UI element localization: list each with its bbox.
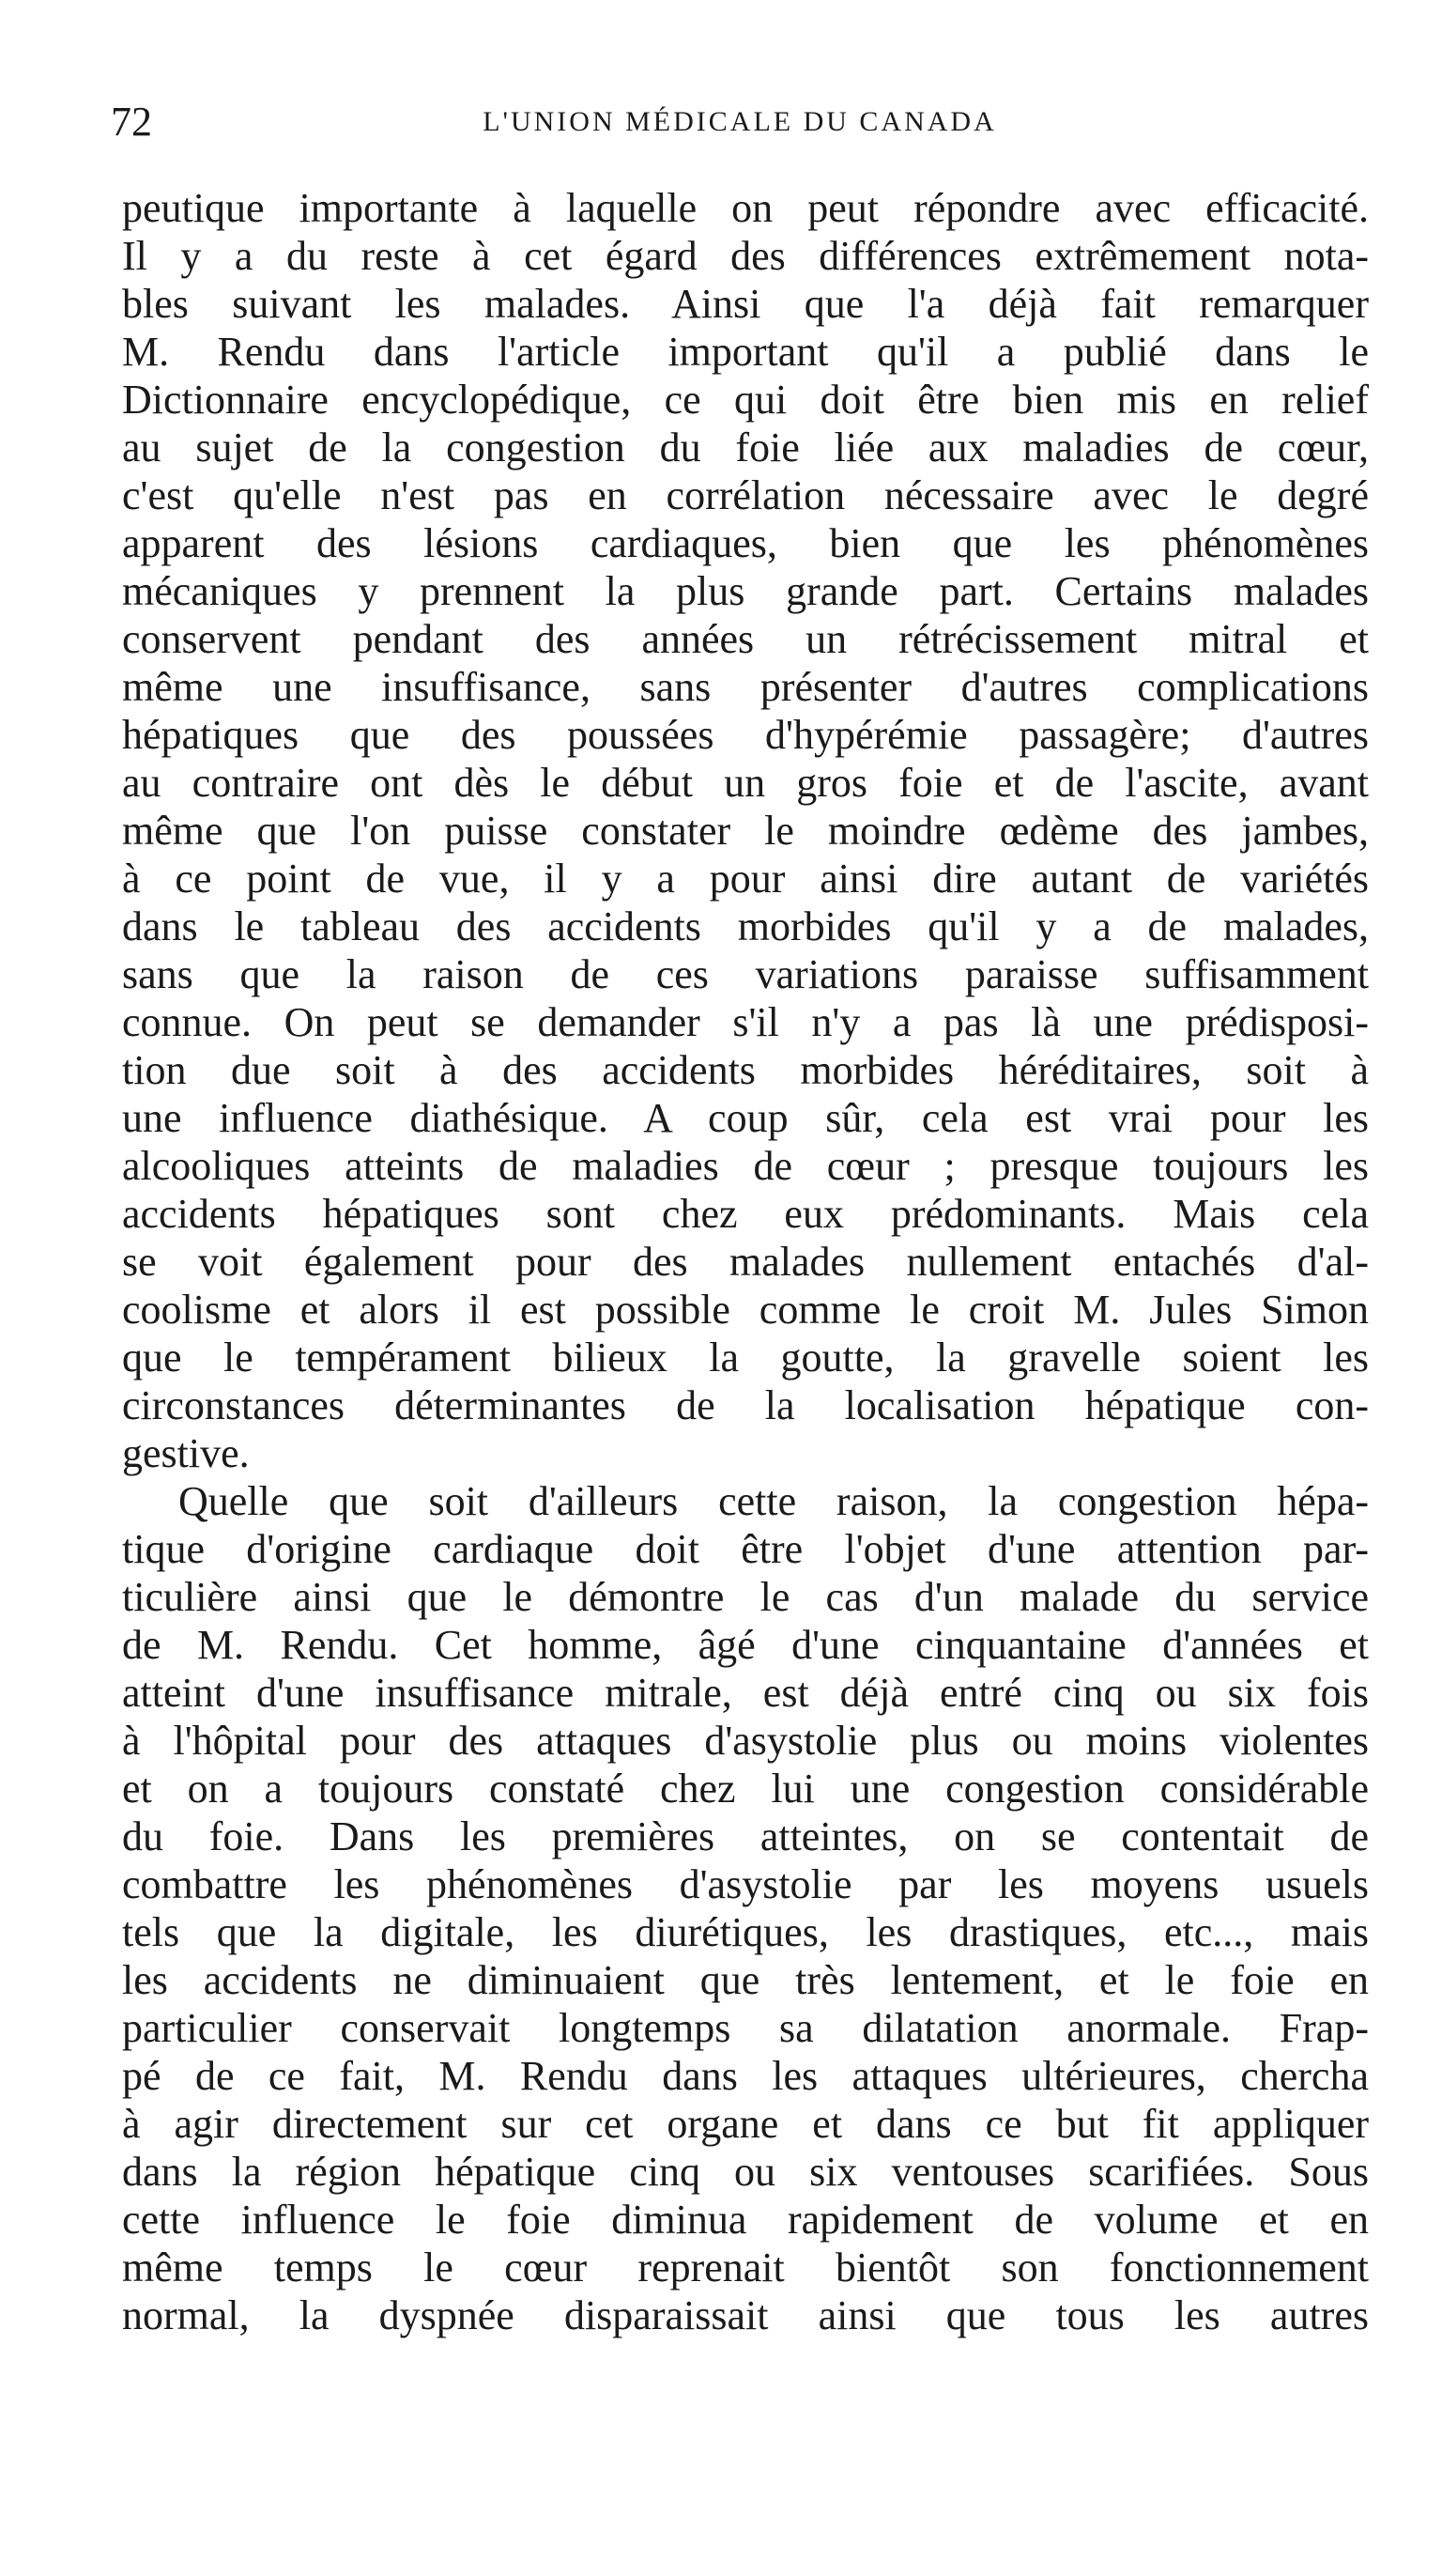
- text-line: particulier conservait longtemps sa dilatation anormale. Frap-: [122, 2005, 1369, 2051]
- paragraph-end-line: gestive.: [122, 1430, 250, 1476]
- text-line: circonstances déterminantes de la localisation hépatique con-: [122, 1382, 1369, 1428]
- text-line: sans que la raison de ces variations paraisse suffisamment: [122, 951, 1369, 997]
- text-line: c'est qu'elle n'est pas en corrélation nécessaire avec le degré: [122, 472, 1369, 518]
- page-header: [111, 94, 1369, 150]
- text-line: au contraire ont dès le début un gros foie et de l'ascite, avant: [122, 760, 1369, 806]
- text-line: dans le tableau des accidents morbides qu'il y a de malades,: [122, 903, 1369, 949]
- text-line: apparent des lésions cardiaques, bien que les phénomènes: [122, 520, 1369, 566]
- text-line: bles suivant les malades. Ainsi que l'a déjà fait remarquer: [122, 281, 1369, 327]
- running-title: L'UNION MÉDICALE DU CANADA: [483, 106, 997, 137]
- text-line: du foie. Dans les premières atteintes, on se contentait de: [122, 1813, 1369, 1859]
- text-line: mécaniques y prennent la plus grande part. Certains malades: [122, 568, 1369, 614]
- text-line: alcooliques atteints de maladies de cœur ; presque toujours les: [122, 1143, 1369, 1189]
- text-line: conservent pendant des années un rétrécissement mitral et: [122, 616, 1369, 662]
- text-line: accidents hépatiques sont chez eux prédominants. Mais cela: [122, 1191, 1369, 1237]
- text-line: normal, la dyspnée disparaissait ainsi que tous les autres: [122, 2292, 1369, 2338]
- text-line: pé de ce fait, M. Rendu dans les attaques ultérieures, chercha: [122, 2053, 1369, 2099]
- text-line: que le tempérament bilieux la goutte, la gravelle soient les: [122, 1334, 1369, 1381]
- text-line: de M. Rendu. Cet homme, âgé d'une cinquantaine d'années et: [122, 1622, 1369, 1668]
- text-line: se voit également pour des malades nullement entachés d'al-: [122, 1239, 1369, 1285]
- text-line: même que l'on puisse constater le moindre œdème des jambes,: [122, 808, 1369, 854]
- text-line: même une insuffisance, sans présenter d'autres complications: [122, 664, 1369, 710]
- text-line: Il y a du reste à cet égard des différences extrêmement nota-: [122, 233, 1369, 279]
- paragraph-start-line: Quelle que soit d'ailleurs cette raison, la congestion hépa-: [178, 1478, 1369, 1524]
- page-number: 72: [111, 99, 152, 145]
- text-line: hépatiques que des poussées d'hypérémie passagère; d'autres: [122, 712, 1369, 758]
- text-line: et on a toujours constaté chez lui une congestion considérable: [122, 1766, 1369, 1812]
- text-line: connue. On peut se demander s'il n'y a pas là une prédisposi-: [122, 999, 1369, 1045]
- text-line: dans la région hépatique cinq ou six ventouses scarifiées. Sous: [122, 2149, 1369, 2195]
- text-line: peutique importante à laquelle on peut répondre avec efficacité.: [122, 185, 1369, 231]
- text-line: tique d'origine cardiaque doit être l'objet d'une attention par-: [122, 1526, 1369, 1572]
- text-line: à l'hôpital pour des attaques d'asystolie plus ou moins violentes: [122, 1718, 1369, 1764]
- text-line: à agir directement sur cet organe et dans ce but fit appliquer: [122, 2101, 1369, 2147]
- text-line: atteint d'une insuffisance mitrale, est déjà entré cinq ou six fois: [122, 1670, 1369, 1716]
- text-line: une influence diathésique. A coup sûr, cela est vrai pour les: [122, 1095, 1369, 1141]
- text-line: coolisme et alors il est possible comme le croit M. Jules Simon: [122, 1287, 1369, 1333]
- text-line: tels que la digitale, les diurétiques, les drastiques, etc..., mais: [122, 1909, 1369, 1955]
- text-line: à ce point de vue, il y a pour ainsi dire autant de variétés: [122, 856, 1369, 902]
- text-line: les accidents ne diminuaient que très lentement, et le foie en: [122, 1957, 1369, 2003]
- body-text: [122, 184, 1369, 2339]
- text-line: ticulière ainsi que le démontre le cas d'un malade du service: [122, 1574, 1369, 1620]
- text-line: combattre les phénomènes d'asystolie par les moyens usuels: [122, 1861, 1369, 1907]
- text-line: même temps le cœur reprenait bientôt son fonctionnement: [122, 2244, 1369, 2291]
- text-line: au sujet de la congestion du foie liée aux maladies de cœur,: [122, 424, 1369, 470]
- text-line: tion due soit à des accidents morbides héréditaires, soit à: [122, 1047, 1369, 1093]
- text-line: cette influence le foie diminua rapidement de volume et en: [122, 2197, 1369, 2243]
- text-line: Dictionnaire encyclopédique, ce qui doit être bien mis en relief: [122, 377, 1369, 423]
- text-line: M. Rendu dans l'article important qu'il a publié dans le: [122, 329, 1369, 375]
